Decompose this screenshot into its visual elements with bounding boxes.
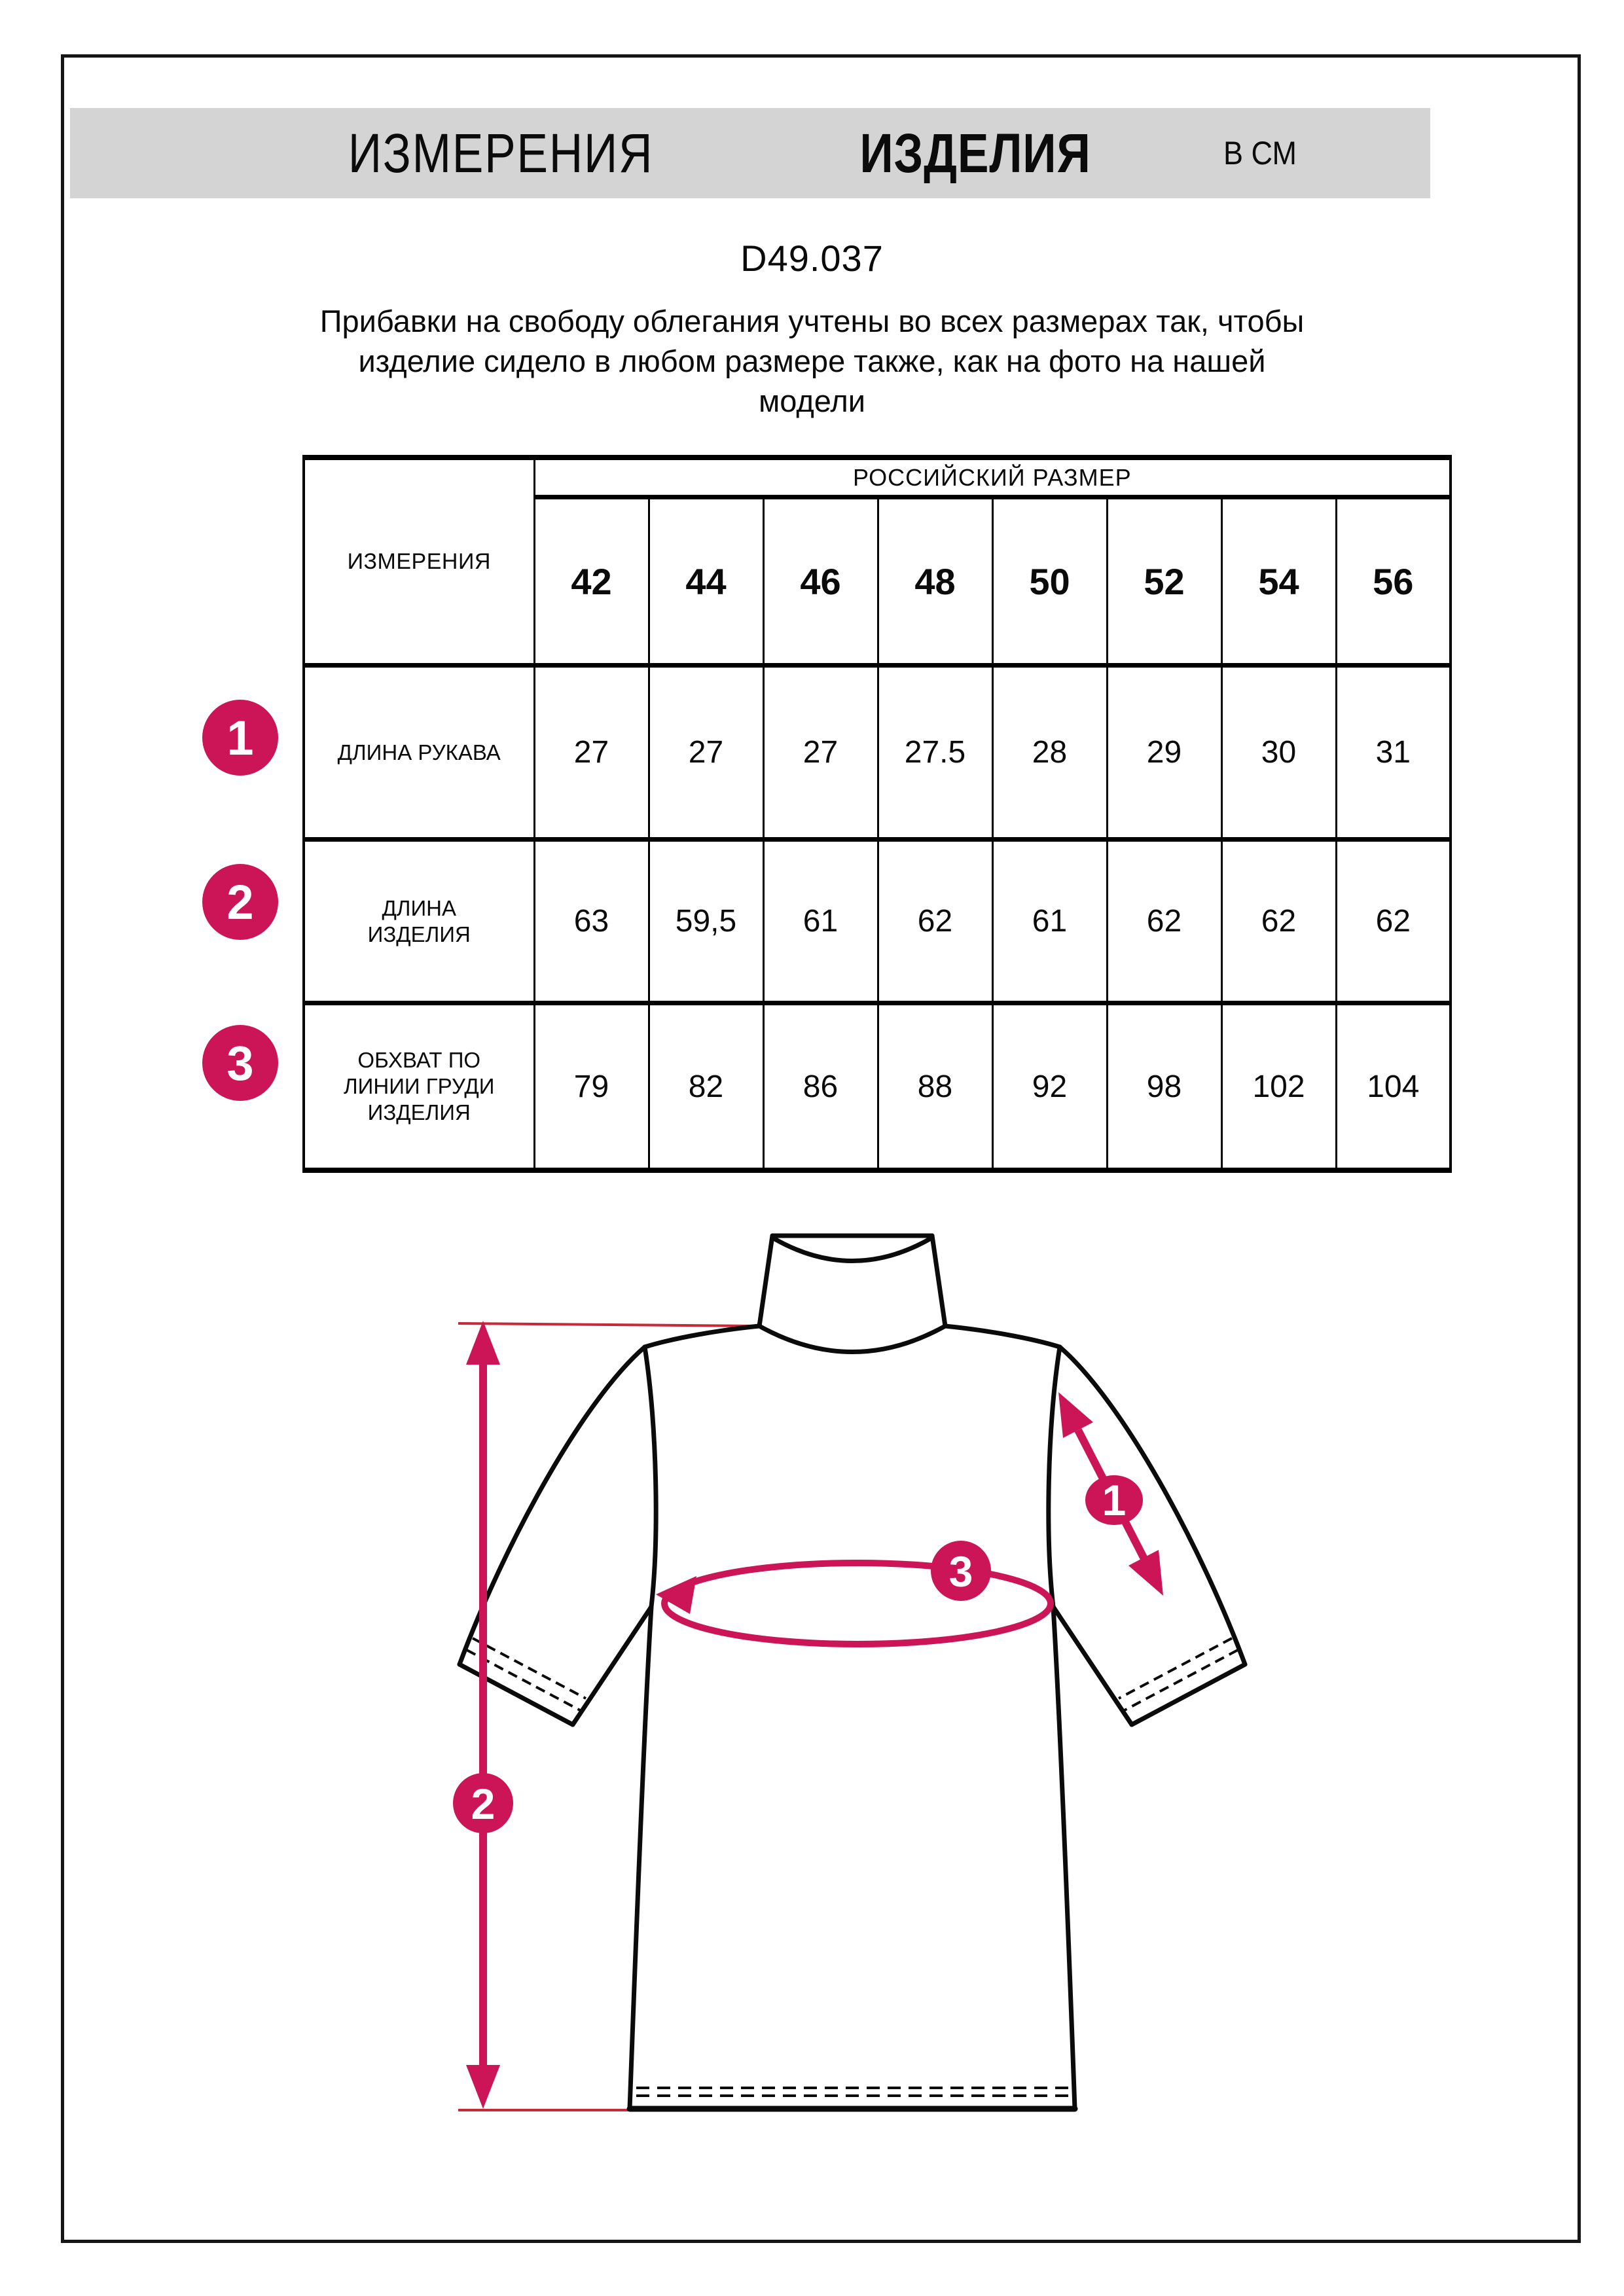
size-header-cell: 52 [1107, 497, 1221, 666]
value-cell: 88 [878, 1003, 992, 1171]
size-header-cell: 56 [1336, 497, 1451, 666]
value-cell: 28 [992, 666, 1107, 840]
size-header-cell: 42 [534, 497, 649, 666]
measurements-column-header: ИЗМЕРЕНИЯ [304, 457, 534, 666]
row-marker-3: 3 [202, 1025, 278, 1101]
value-cell: 82 [649, 1003, 763, 1171]
value-cell: 61 [992, 840, 1107, 1003]
value-cell: 92 [992, 1003, 1107, 1171]
value-cell: 27 [649, 666, 763, 840]
value-cell: 104 [1336, 1003, 1451, 1171]
value-cell: 86 [763, 1003, 878, 1171]
value-cell: 27.5 [878, 666, 992, 840]
body-side-right [1053, 1607, 1075, 2109]
value-cell: 79 [534, 1003, 649, 1171]
product-code: D49.037 [740, 238, 884, 279]
value-cell: 31 [1336, 666, 1451, 840]
fit-note-line: модели [758, 384, 866, 418]
value-cell: 98 [1107, 1003, 1221, 1171]
page-title-product: ИЗДЕЛИЯ [859, 122, 1091, 184]
diagram-marker-3-label: 3 [948, 1547, 973, 1596]
length-arrow [466, 1321, 500, 2109]
value-cell: 27 [763, 666, 878, 840]
sleeve-right [1049, 1347, 1245, 1725]
value-cell: 63 [534, 840, 649, 1003]
value-cell: 30 [1221, 666, 1336, 840]
row-label-chest-girth: ОБХВАТ ПО ЛИНИИ ГРУДИ ИЗДЕЛИЯ [304, 1003, 534, 1171]
russian-size-header: РОССИЙСКИЙ РАЗМЕР [534, 457, 1451, 497]
row-label-garment-length: ДЛИНА ИЗДЕЛИЯ [304, 840, 534, 1003]
diagram-badges [453, 1475, 1143, 1833]
size-header-cell: 46 [763, 497, 878, 666]
diagram-marker-1-label: 1 [1102, 1476, 1127, 1524]
value-cell: 29 [1107, 666, 1221, 840]
size-header-cell: 44 [649, 497, 763, 666]
size-header-cell: 54 [1221, 497, 1336, 666]
fit-note-line: Прибавки на свободу облегания учтены во всех размерах так, чтобы [319, 304, 1305, 338]
value-cell: 62 [878, 840, 992, 1003]
diagram-marker-2-label: 2 [471, 1780, 496, 1828]
chest-ellipse [656, 1563, 1051, 1644]
garment-outline [460, 1236, 1245, 2109]
size-header-cell: 50 [992, 497, 1107, 666]
collar [759, 1236, 945, 1352]
fit-note-line: изделие сидело в любом размере также, как на фото на нашей [358, 344, 1266, 378]
row-label-sleeve-length: ДЛИНА РУКАВА [304, 666, 534, 840]
size-header-cell: 48 [878, 497, 992, 666]
value-cell: 61 [763, 840, 878, 1003]
extension-lines [458, 1323, 761, 2110]
value-cell: 27 [534, 666, 649, 840]
shoulder-left [645, 1326, 759, 1347]
page-title: ИЗМЕРЕНИЯ [348, 122, 654, 184]
units-label: В СМ [1223, 135, 1297, 171]
body-side-left [630, 1607, 651, 2109]
value-cell: 62 [1107, 840, 1221, 1003]
row-marker-1: 1 [202, 700, 278, 776]
sleeve-left [460, 1347, 656, 1725]
value-cell: 62 [1336, 840, 1451, 1003]
row-marker-2: 2 [202, 864, 278, 940]
value-cell: 102 [1221, 1003, 1336, 1171]
value-cell: 62 [1221, 840, 1336, 1003]
value-cell: 59,5 [649, 840, 763, 1003]
shoulder-right [945, 1326, 1060, 1347]
